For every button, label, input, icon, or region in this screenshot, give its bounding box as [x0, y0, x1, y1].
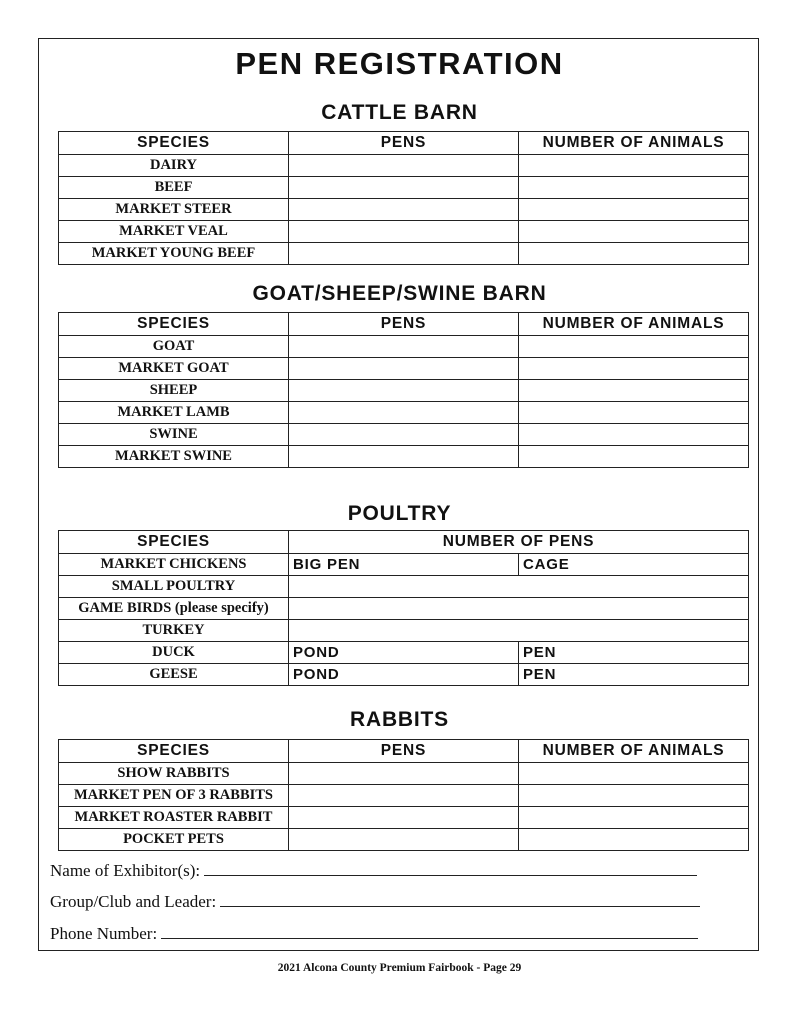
pens-field[interactable]	[289, 402, 519, 424]
cattle-barn-title: CATTLE BARN	[321, 101, 478, 124]
number-of-animals-field[interactable]	[519, 424, 749, 446]
table-row	[59, 336, 749, 358]
species-cell: MARKET ROASTER RABBIT	[59, 807, 289, 829]
pens-field[interactable]	[289, 785, 519, 807]
species-cell: GAME BIRDS (please specify)	[59, 598, 289, 620]
species-header: SPECIES	[59, 531, 289, 554]
species-cell: DUCK	[59, 642, 289, 664]
number-of-animals-field[interactable]	[519, 358, 749, 380]
goat-sheep-swine-barn-title: GOAT/SHEEP/SWINE BARN	[252, 282, 547, 305]
pens-field[interactable]	[289, 424, 519, 446]
table-row	[59, 155, 749, 177]
big-pen-field[interactable]: BIG PEN	[289, 554, 519, 576]
table-row	[59, 664, 749, 686]
number-of-animals-field[interactable]	[519, 380, 749, 402]
species-cell: SWINE	[59, 424, 289, 446]
rabbits-table	[58, 739, 749, 851]
number-of-animals-field[interactable]	[519, 199, 749, 221]
table-row	[59, 576, 749, 598]
number-of-animals-field[interactable]	[519, 402, 749, 424]
table-row	[59, 642, 749, 664]
pens-field[interactable]	[289, 829, 519, 851]
number-of-animals-header: NUMBER OF ANIMALS	[519, 313, 749, 336]
species-cell: MARKET YOUNG BEEF	[59, 243, 289, 265]
pens-field[interactable]	[289, 446, 519, 468]
table-row	[59, 221, 749, 243]
species-cell: TURKEY	[59, 620, 289, 642]
species-cell: MARKET GOAT	[59, 358, 289, 380]
phone-number-label: Phone Number:	[50, 924, 158, 943]
rabbits-title: RABBITS	[350, 708, 449, 731]
number-of-animals-field[interactable]	[519, 221, 749, 243]
cage-field[interactable]: CAGE	[519, 554, 749, 576]
goat-sheep-swine-barn-table	[58, 312, 749, 468]
phone-number-field[interactable]	[161, 926, 698, 939]
number-of-animals-field[interactable]	[519, 336, 749, 358]
pens-header: PENS	[289, 132, 519, 155]
number-of-animals-field[interactable]	[519, 763, 749, 785]
species-header: SPECIES	[59, 313, 289, 336]
table-row	[59, 807, 749, 829]
page-title: PEN REGISTRATION	[235, 46, 564, 81]
group-club-leader-label: Group/Club and Leader:	[50, 892, 217, 911]
pens-header: PENS	[289, 740, 519, 763]
species-cell: MARKET CHICKENS	[59, 554, 289, 576]
species-header: SPECIES	[59, 740, 289, 763]
pens-field[interactable]	[289, 807, 519, 829]
species-cell: SMALL POULTRY	[59, 576, 289, 598]
table-row	[59, 243, 749, 265]
table-row	[59, 785, 749, 807]
number-of-animals-field[interactable]	[519, 446, 749, 468]
pens-field[interactable]	[289, 763, 519, 785]
table-header-row	[59, 531, 749, 554]
number-of-animals-field[interactable]	[519, 785, 749, 807]
poultry-table	[58, 530, 749, 686]
pens-field[interactable]	[289, 380, 519, 402]
table-row	[59, 446, 749, 468]
table-row	[59, 554, 749, 576]
species-cell: MARKET VEAL	[59, 221, 289, 243]
species-cell: DAIRY	[59, 155, 289, 177]
pond-field[interactable]: POND	[289, 664, 519, 686]
exhibitor-name-label: Name of Exhibitor(s):	[50, 861, 201, 880]
number-of-pens-field[interactable]	[289, 598, 749, 620]
table-row	[59, 177, 749, 199]
table-row	[59, 380, 749, 402]
table-row	[59, 199, 749, 221]
number-of-animals-header: NUMBER OF ANIMALS	[519, 740, 749, 763]
species-cell: MARKET LAMB	[59, 402, 289, 424]
number-of-animals-header: NUMBER OF ANIMALS	[519, 132, 749, 155]
number-of-pens-field[interactable]	[289, 620, 749, 642]
table-row	[59, 598, 749, 620]
species-cell: GEESE	[59, 664, 289, 686]
species-cell: MARKET PEN OF 3 RABBITS	[59, 785, 289, 807]
exhibitor-name-field[interactable]	[204, 863, 697, 876]
pen-field[interactable]: PEN	[519, 664, 749, 686]
species-cell: MARKET SWINE	[59, 446, 289, 468]
number-of-animals-field[interactable]	[519, 177, 749, 199]
species-cell: SHOW RABBITS	[59, 763, 289, 785]
group-club-leader-line	[50, 892, 700, 912]
table-row	[59, 424, 749, 446]
pen-field[interactable]: PEN	[519, 642, 749, 664]
exhibitor-name-line	[50, 861, 697, 881]
species-cell: GOAT	[59, 336, 289, 358]
poultry-title: POULTRY	[347, 502, 452, 525]
table-header-row	[59, 740, 749, 763]
phone-number-line	[50, 924, 698, 944]
number-of-animals-field[interactable]	[519, 829, 749, 851]
page-footer: 2021 Alcona County Premium Fairbook - Page 29	[277, 962, 522, 974]
table-row	[59, 358, 749, 380]
species-cell: POCKET PETS	[59, 829, 289, 851]
species-header: SPECIES	[59, 132, 289, 155]
table-row	[59, 402, 749, 424]
table-row	[59, 829, 749, 851]
number-of-animals-field[interactable]	[519, 155, 749, 177]
pens-header: PENS	[289, 313, 519, 336]
table-header-row	[59, 132, 749, 155]
number-of-pens-field[interactable]	[289, 576, 749, 598]
pens-field[interactable]	[289, 221, 519, 243]
number-of-pens-header: NUMBER OF PENS	[289, 531, 749, 554]
number-of-animals-field[interactable]	[519, 807, 749, 829]
table-row	[59, 620, 749, 642]
pens-field[interactable]	[289, 177, 519, 199]
pens-field[interactable]	[289, 155, 519, 177]
pens-field[interactable]	[289, 358, 519, 380]
table-header-row	[59, 313, 749, 336]
group-club-leader-field[interactable]	[220, 894, 700, 907]
pens-field[interactable]	[289, 336, 519, 358]
species-cell: MARKET STEER	[59, 199, 289, 221]
cattle-barn-table	[58, 131, 749, 265]
species-cell: BEEF	[59, 177, 289, 199]
species-cell: SHEEP	[59, 380, 289, 402]
number-of-animals-field[interactable]	[519, 243, 749, 265]
table-row	[59, 763, 749, 785]
pens-field[interactable]	[289, 243, 519, 265]
pond-field[interactable]: POND	[289, 642, 519, 664]
pens-field[interactable]	[289, 199, 519, 221]
